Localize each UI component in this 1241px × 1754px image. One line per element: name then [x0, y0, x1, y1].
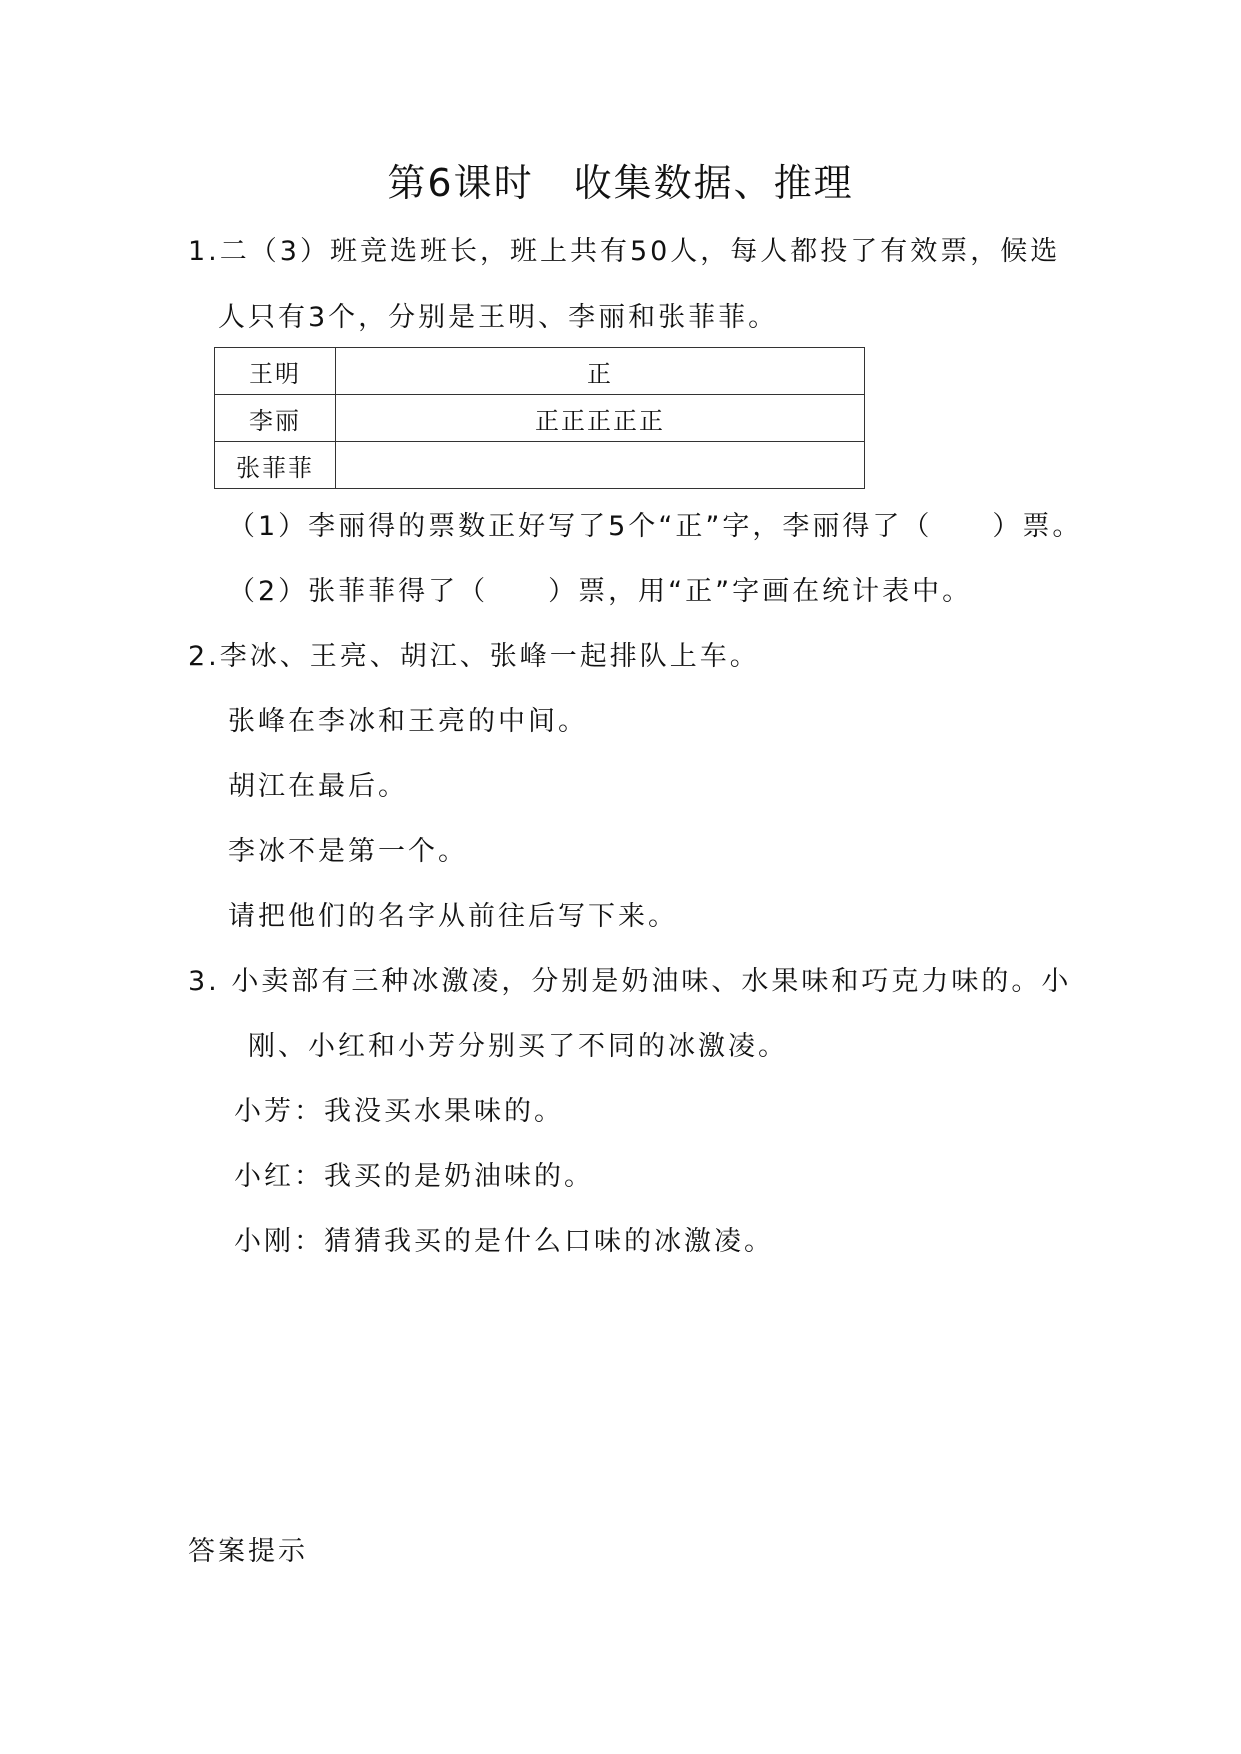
- page-title: 第6课时 收集数据、推理: [387, 161, 854, 205]
- question-3-clue-3: 小刚：猜猜我买的是什么口味的冰激凌。: [234, 1226, 774, 1257]
- candidate-name-cell: 张菲菲: [215, 442, 336, 489]
- answer-hint-heading: 答案提示: [188, 1536, 308, 1567]
- question-2-clue-3: 李冰不是第一个。: [228, 836, 468, 867]
- question-1-sub-1: （1）李丽得的票数正好写了5个“正”字，李丽得了（ ）票。: [228, 511, 1083, 542]
- question-3-line-2: 刚、小红和小芳分别买了不同的冰激凌。: [248, 1031, 788, 1062]
- question-2-clue-1: 张峰在李冰和王亮的中间。: [228, 706, 588, 737]
- candidate-name-cell: 李丽: [215, 395, 336, 442]
- question-2-ask: 请把他们的名字从前往后写下来。: [228, 901, 678, 932]
- question-3-clue-1: 小芳：我没买水果味的。: [234, 1096, 564, 1127]
- table-row: [215, 395, 865, 442]
- question-1-sub-2: （2）张菲菲得了（ ）票，用“正”字画在统计表中。: [228, 576, 973, 607]
- question-1-line-1: 1.二（3）班竞选班长，班上共有50人，每人都投了有效票，候选: [188, 236, 1061, 267]
- question-3-line-1: 3. 小卖部有三种冰激凌，分别是奶油味、水果味和巧克力味的。小: [188, 966, 1072, 997]
- question-2-clue-2: 胡江在最后。: [228, 771, 408, 802]
- table-row: [215, 348, 865, 395]
- tally-cell: [336, 442, 865, 489]
- question-2-line-1: 2.李冰、王亮、胡江、张峰一起排队上车。: [188, 641, 760, 672]
- candidate-name-cell: 王明: [215, 348, 336, 395]
- vote-tally-table: [214, 347, 865, 489]
- tally-cell: 正: [336, 348, 865, 395]
- question-3-clue-2: 小红：我买的是奶油味的。: [234, 1161, 594, 1192]
- question-1-line-2: 人只有3个，分别是王明、李丽和张菲菲。: [218, 302, 779, 333]
- table-row: [215, 442, 865, 489]
- tally-cell: 正正正正正: [336, 395, 865, 442]
